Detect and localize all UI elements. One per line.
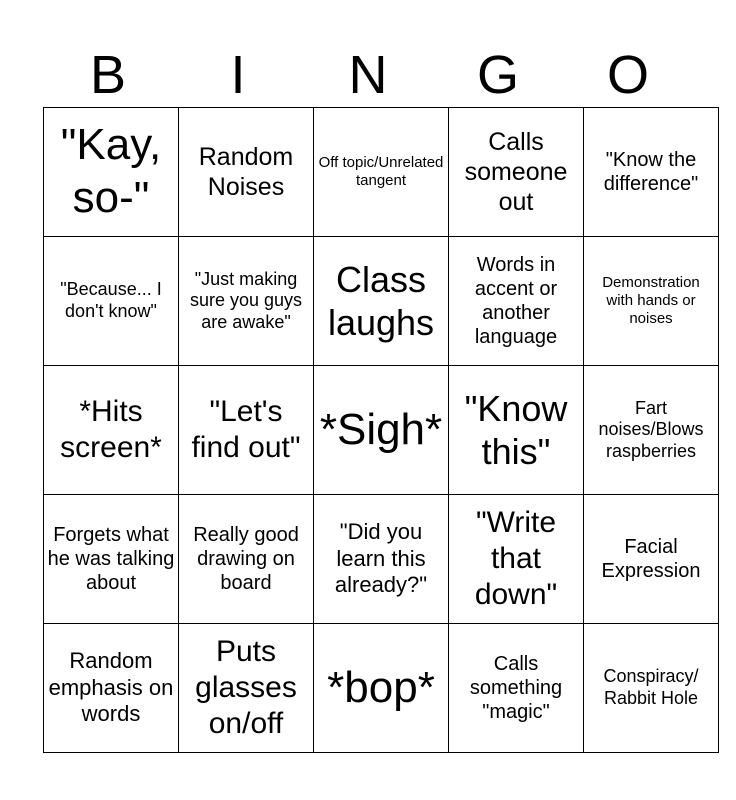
bingo-cell[interactable]: Puts glasses on/off [179,624,314,753]
board-row [44,366,719,495]
bingo-cell[interactable]: "Because... I don't know" [44,237,179,366]
bingo-cell[interactable]: "Know this" [449,366,584,495]
board-row [44,624,719,753]
bingo-cell[interactable]: *bop* [314,624,449,753]
bingo-board [43,107,719,753]
bingo-cell[interactable]: Fart noises/Blows raspberries [584,366,719,495]
bingo-cell[interactable]: Random emphasis on words [44,624,179,753]
board-row [44,495,719,624]
bingo-cell[interactable]: Demonstration with hands or noises [584,237,719,366]
bingo-cell[interactable]: "Write that down" [449,495,584,624]
bingo-header [43,42,693,108]
bingo-cell[interactable]: Conspiracy/ Rabbit Hole [584,624,719,753]
bingo-cell[interactable]: Random Noises [179,108,314,237]
header-letter-o: O [606,45,649,105]
bingo-cell[interactable]: "Did you learn this already?" [314,495,449,624]
board-row [44,108,719,237]
bingo-cell[interactable]: Class laughs [314,237,449,366]
bingo-cell[interactable]: *Hits screen* [44,366,179,495]
bingo-cell[interactable]: Facial Expression [584,495,719,624]
bingo-cell[interactable]: Calls something "magic" [449,624,584,753]
bingo-cell[interactable]: "Just making sure you guys are awake" [179,237,314,366]
header-letter-i: I [230,45,246,105]
header-letter-g: G [476,45,519,105]
bingo-cell[interactable]: "Let's find out" [179,366,314,495]
bingo-cell[interactable]: Really good drawing on board [179,495,314,624]
bingo-cell[interactable]: Forgets what he was talking about [44,495,179,624]
bingo-cell[interactable]: "Kay, so-" [44,108,179,237]
bingo-cell[interactable]: Off topic/Unrelated tangent [314,108,449,237]
board-row [44,237,719,366]
header-letter-n: N [348,45,388,105]
bingo-cell[interactable]: Words in accent or another language [449,237,584,366]
bingo-cell[interactable]: *Sigh* [314,366,449,495]
header-letter-b: B [89,45,127,105]
bingo-cell[interactable]: Calls someone out [449,108,584,237]
bingo-cell[interactable]: "Know the difference" [584,108,719,237]
